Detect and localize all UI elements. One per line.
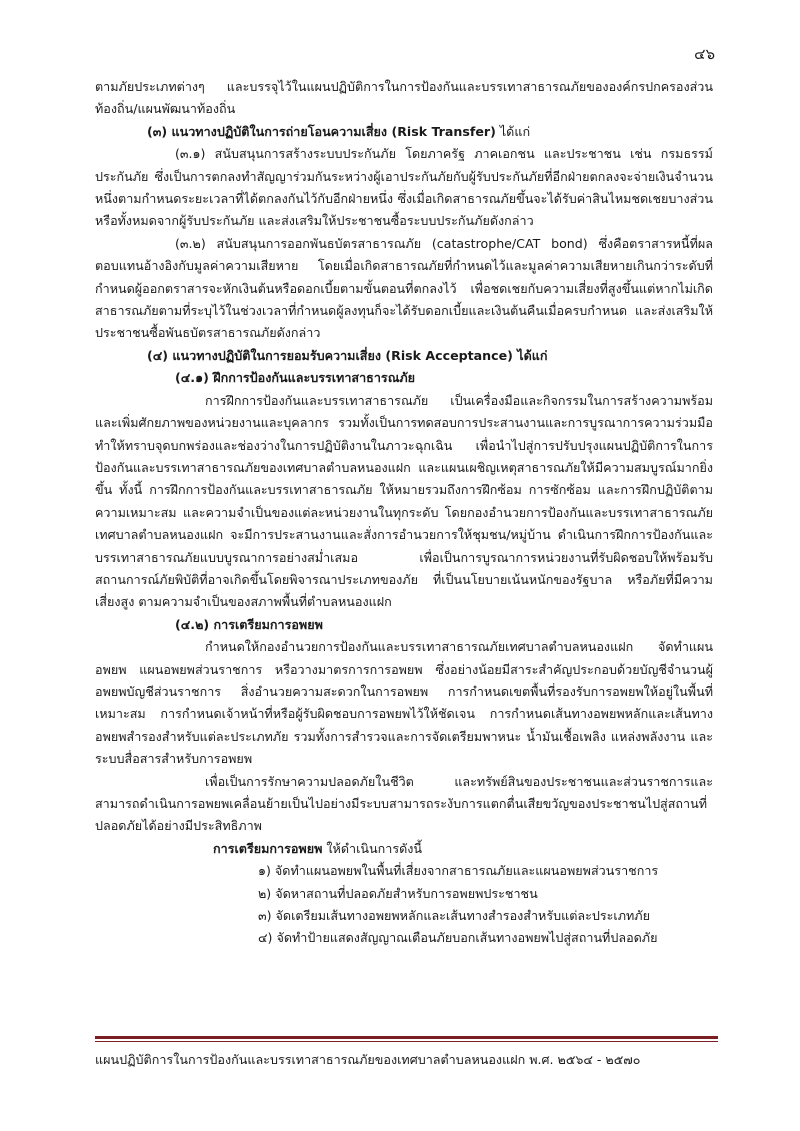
paragraph-3-2: (๓.๒) สนับสนุนการออกพันธบัตรสาธารณภัย (catastrophe/CAT bond) ซึ่งคือตราสารหนี้ที่ผลตอบแทนอ้างอิงกับมูลค่าความเสียหาย โดยเมื่อเกิดสาธารณภัยที่กำหนดไว้และมูลค่าความเสียหายเกินกว่าระดับที่กำหนดผู้ออกตราสารจะหักเงินต้นหรือดอกเบี้ยตามขั้นตอนที่ตกลงไว้ เพื่อชดเชยกับความเสี่ยงที่สูงขึ้นแต่หากไม่เกิดสาธารณภัยตามที่ระบุไว้ในช่วงเวลาที่กำหนดผู้ลงทุนก็จะได้รับดอกเบี้ยและเงินต้นคืนเมื่อครบกำหนด และส่งเสริมให้ประชาชนซื้อพันธบัตรสาธารณภัยดังกล่าว	[95, 235, 713, 341]
footer-rule-thin	[95, 1041, 718, 1042]
evacuation-heading-bold: การเตรียมการอพยพ	[213, 840, 323, 856]
evacuation-step: ๓) จัดเตรียมเส้นทางอพยพหลักและเส้นทางสำรองสำหรับแต่ละประเภทภัย	[258, 908, 650, 924]
evacuation-heading	[95, 838, 713, 860]
footer-title: แผนปฏิบัติการในการป้องกันและบรรเทาสาธารณภัยของเทศบาลตำบลหนองแฝก พ.ศ. ๒๕๖๔ - ๒๕๗๐	[95, 1052, 641, 1067]
section-4-1-heading: (๔.๑) ฝึกการป้องกันและบรรเทาสาธารณภัย	[175, 370, 416, 386]
footer-rule-thick	[95, 1036, 718, 1039]
paragraph-3-1: (๓.๑) สนับสนุนการสร้างระบบประกันภัย โดยภาครัฐ ภาคเอกชน และประชาชน เช่น กรมธรรม์ประกันภัย ซึ่งเป็นการตกลงทำสัญญาร่วมกันระหว่างผู้เอาประกันภัยกับผู้รับประกันภัยที่อีกฝ่ายตกลงจะจ่ายเงินจำนวนหนึ่งตามกำหนดระยะเวลาที่ได้ตกลงกันไว้กับอีกฝ่ายหนึ่ง ซึ่งเมื่อเกิดสาธารณภัยขึ้นจะได้รับค่าสินไหมชดเชยบางส่วนหรือทั้งหมดจากผู้รับประกันภัย และส่งเสริมให้ประชาชนซื้อระบบประกันภัยดังกล่าว	[95, 146, 713, 229]
intro-paragraph: ตามภัยประเภทต่างๆ และบรรจุไว้ในแผนปฏิบัติการในการป้องกันและบรรเทาสาธารณภัยขององค์กรปกครองส่วนท้องถิ่น/แผนพัฒนาท้องถิ่น	[95, 79, 713, 117]
page-number: ๔๖	[694, 45, 715, 63]
section-4-heading: (๔) แนวทางปฏิบัติในการยอมรับความเสี่ยง (Risk Acceptance) ได้แก่	[147, 347, 548, 363]
section-3-heading-bold: (๓) แนวทางปฏิบัติในการถ่ายโอนความเสี่ยง (Risk Transfer)	[147, 123, 496, 139]
document-body	[95, 76, 713, 950]
section-3-heading	[95, 121, 713, 143]
footer-divider	[95, 1036, 718, 1042]
section-3-heading-suffix: ได้แก่	[495, 123, 531, 139]
evacuation-heading-suffix: ให้ดำเนินการดังนี้	[322, 840, 423, 856]
paragraph-4-1: การฝึกการป้องกันและบรรเทาสาธารณภัย เป็นเครื่องมือและกิจกรรมในการสร้างความพร้อมและเพิ่มศักยภาพของหน่วยงานและบุคลากร รวมทั้งเป็นการทดสอบการประสานงานและการบูรณาการความร่วมมือ ทำให้ทราบจุดบกพร่องและช่องว่างในการปฏิบัติงานในภาวะฉุกเฉิน เพื่อนำไปสู่การปรับปรุงแผนปฏิบัติการในการป้องกันและบรรเทาสาธารณภัยของเทศบาลตำบลหนองแฝก และแผนเผชิญเหตุสาธารณภัยให้มีความสมบูรณ์มากยิ่งขึ้น ทั้งนี้ การฝึกการป้องกันและบรรเทาสาธารณภัย ให้หมายรวมถึงการฝึกซ้อม การซักซ้อม และการฝึกปฏิบัติตามความเหมาะสม และความจำเป็นของแต่ละหน่วยงานในทุกระดับ โดยกองอำนวยการป้องกันและบรรเทาสาธารณภัยเทศบาลตำบลหนองแฝก จะมีการประสานงานและสั่งการอำนวยการให้ชุมชน/หมู่บ้าน ดำเนินการฝึกการป้องกันและบรรเทาสาธารณภัยแบบบูรณาการอย่างสม่ำเสมอ เพื่อเป็นการบูรณาการหน่วยงานที่รับผิดชอบให้พร้อมรับสถานการณ์ภัยพิบัติที่อาจเกิดขึ้นโดยพิจารณาประเภทของภัย ที่เป็นนโยบายเน้นหนักของรัฐบาล หรือภัยที่มีความเสี่ยงสูง ตามความจำเป็นของสภาพพื้นที่ตำบลหนองแฝก	[95, 392, 713, 610]
evacuation-step: ๑) จัดทำแผนอพยพในพื้นที่เสี่ยงจากสาธารณภัยและแผนอพยพส่วนราชการ	[258, 863, 659, 879]
paragraph-4-2-b: เพื่อเป็นการรักษาความปลอดภัยในชีวิต และทรัพย์สินของประชาชนและส่วนราชการและสามารถดำเนินการอพยพเคลื่อนย้ายเป็นไปอย่างมีระบบสามารถระงับการแตกตื่นเสียขวัญของประชาชนไปสู่สถานที่ปลอดภัยได้อย่างมีประสิทธิภาพ	[95, 773, 713, 834]
evacuation-step: ๒) จัดหาสถานที่ปลอดภัยสำหรับการอพยพประชาชน	[258, 885, 538, 901]
section-4-2-heading: (๔.๒) การเตรียมการอพยพ	[175, 616, 323, 632]
paragraph-4-2-a: กำหนดให้กองอำนวยการป้องกันและบรรเทาสาธารณภัยเทศบาลตำบลหนองแฝก จัดทำแผนอพยพ แผนอพยพส่วนราชการ หรือวางมาตรการการอพยพ ซึ่งอย่างน้อยมีสาระสำคัญประกอบด้วยบัญชีจำนวนผู้อพยพบัญชีส่วนราชการ สิ่งอำนวยความสะดวกในการอพยพ การกำหนดเขตพื้นที่รองรับการอพยพให้อยู่ในพื้นที่เหมาะสม การกำหนดเจ้าหน้าที่หรือผู้รับผิดชอบการอพยพไว้ให้ชัดเจน การกำหนดเส้นทางอพยพหลักและเส้นทางอพยพสำรองสำหรับแต่ละประเภทภัย รวมทั้งการสำรวจและการจัดเตรียมพาหนะ น้ำมันเชื้อเพลิง แหล่งพลังงาน และระบบสื่อสารสำหรับการอพยพ	[95, 639, 713, 767]
evacuation-step: ๔) จัดทำป้ายแสดงสัญญาณเตือนภัยบอกเส้นทางอพยพไปสู่สถานที่ปลอดภัย	[258, 930, 658, 946]
